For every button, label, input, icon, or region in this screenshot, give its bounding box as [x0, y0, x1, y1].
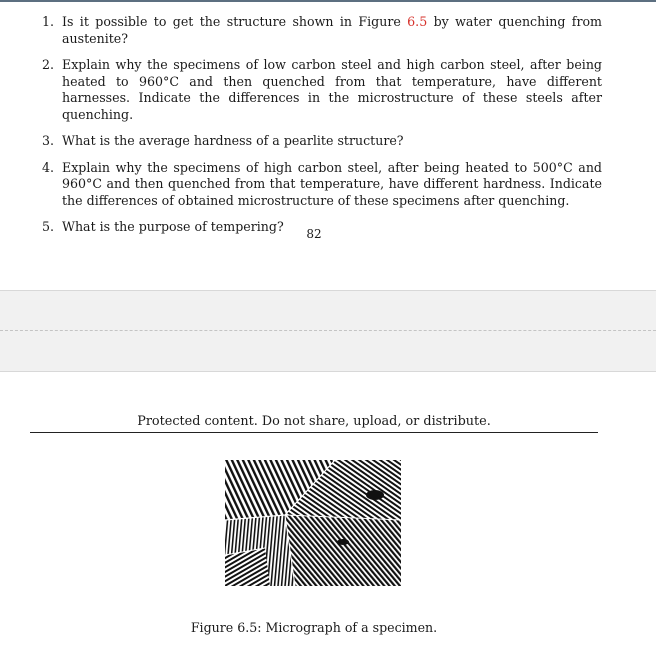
question-item [42, 133, 602, 150]
question-text: Explain why the specimens of low carbon steel and high carbon steel, after being heated to 960°C and then quenched from that temperature, have different harnesses. Indicate the differences in the microstructure of these steels after quenching. [62, 57, 602, 122]
question-number: 2. [42, 57, 55, 72]
protected-content-notice: Protected content. Do not share, upload, or distribute. [30, 414, 598, 433]
question-number: 1. [42, 14, 55, 29]
question-item [42, 160, 602, 210]
question-list [42, 14, 602, 246]
question-number: 5. [42, 219, 55, 234]
question-text: What is the average hardness of a pearlite structure? [62, 133, 404, 148]
figure-reference-link[interactable]: 6.5 [407, 14, 428, 29]
page-gap [0, 290, 656, 372]
question-item [42, 57, 602, 123]
question-text: What is the purpose of tempering? [62, 219, 284, 234]
page-number: 82 [306, 227, 322, 241]
question-text: Is it possible to get the structure shown in Figure 6.5 by water quenching from austenite? [62, 14, 602, 46]
micrograph-image [225, 460, 401, 586]
question-number: 4. [42, 159, 55, 175]
top-rule [0, 0, 656, 2]
question-number: 3. [42, 133, 55, 148]
page-break-divider [0, 330, 656, 331]
figure-caption: Figure 6.5: Micrograph of a specimen. [190, 620, 438, 635]
question-text: Explain why the specimens of high carbon steel, after being heated to 500°C and 960°C and then quenched from that temperature, have different hardness. Indicate the differences of obtained microstructure of these specimens after quenching. [62, 159, 602, 208]
question-item [42, 14, 602, 47]
